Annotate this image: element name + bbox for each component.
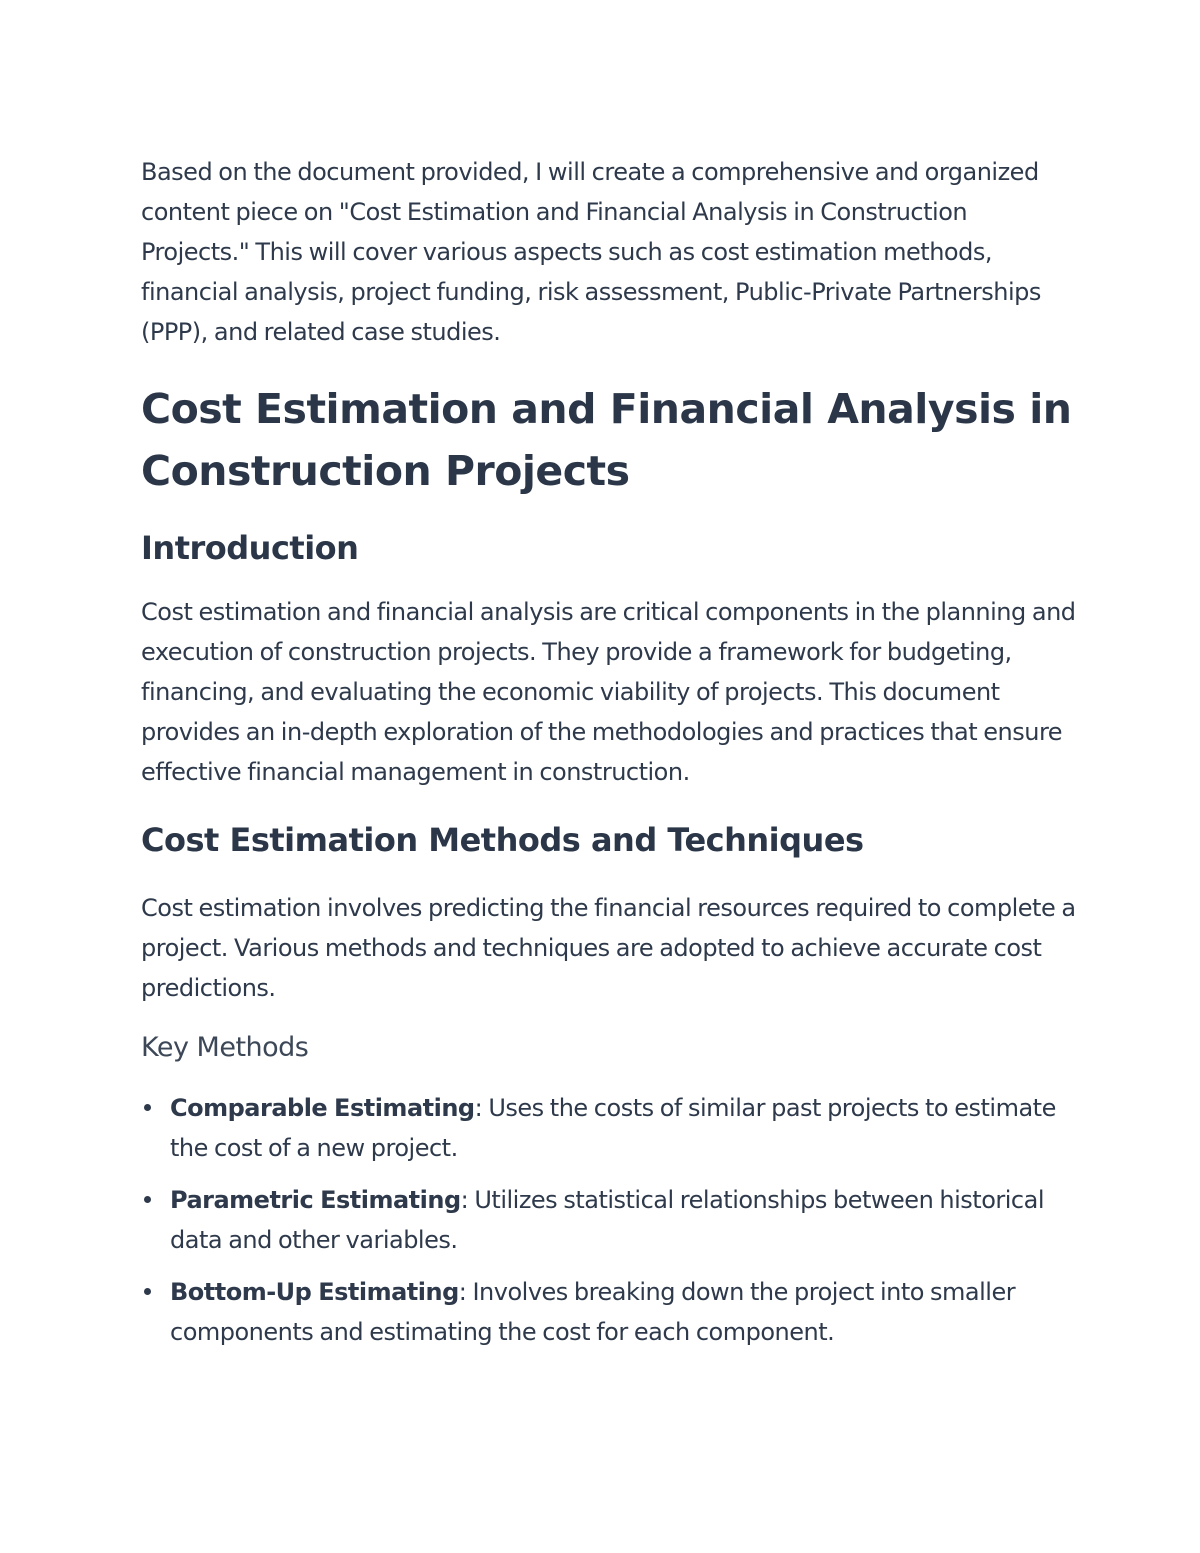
methods-paragraph: Cost estimation involves predicting the financial resources required to complete a project. Various methods and techniques are adopted to achieve accurate cost predictions. — [141, 894, 1076, 1002]
preamble-paragraph: Based on the document provided, I will create a comprehensive and organized content piece on "Cost Estimation and Financial Analysis in Construction Projects." This will cover various aspects such as cost estimation methods, financial analysis, project funding, risk assessment, Public-Private Partnerships (PPP), and related case studies. — [141, 158, 1041, 346]
list-item — [141, 1088, 1076, 1168]
key-methods-list — [141, 1088, 1076, 1352]
method-description: : Involves breaking down the project into smaller components and estimating the cost for each component. — [170, 1278, 1016, 1346]
introduction-paragraph: Cost estimation and financial analysis are critical components in the planning and execution of construction projects. They provide a framework for budgeting, financing, and evaluating the economic viability of projects. This document provides an in-depth exploration of the methodologies and practices that ensure effective financial management in construction. — [141, 598, 1076, 786]
bullet-icon — [144, 1104, 151, 1111]
method-description: : Utilizes statistical relationships between historical data and other variables. — [170, 1186, 1044, 1254]
introduction-heading: Introduction — [141, 529, 359, 567]
method-term: Bottom-Up Estimating — [170, 1278, 459, 1306]
method-description: : Uses the costs of similar past projects to estimate the cost of a new project. — [170, 1094, 1056, 1162]
key-methods-heading: Key Methods — [141, 1032, 309, 1063]
list-item — [141, 1272, 1076, 1352]
bullet-icon — [144, 1196, 151, 1203]
methods-heading: Cost Estimation Methods and Techniques — [141, 821, 864, 859]
document-title: Cost Estimation and Financial Analysis in Construction Projects — [141, 385, 1072, 495]
method-term: Comparable Estimating — [170, 1094, 475, 1122]
method-term: Parametric Estimating — [170, 1186, 461, 1214]
document-page — [141, 152, 1076, 1364]
list-item — [141, 1180, 1076, 1260]
bullet-icon — [144, 1288, 151, 1295]
